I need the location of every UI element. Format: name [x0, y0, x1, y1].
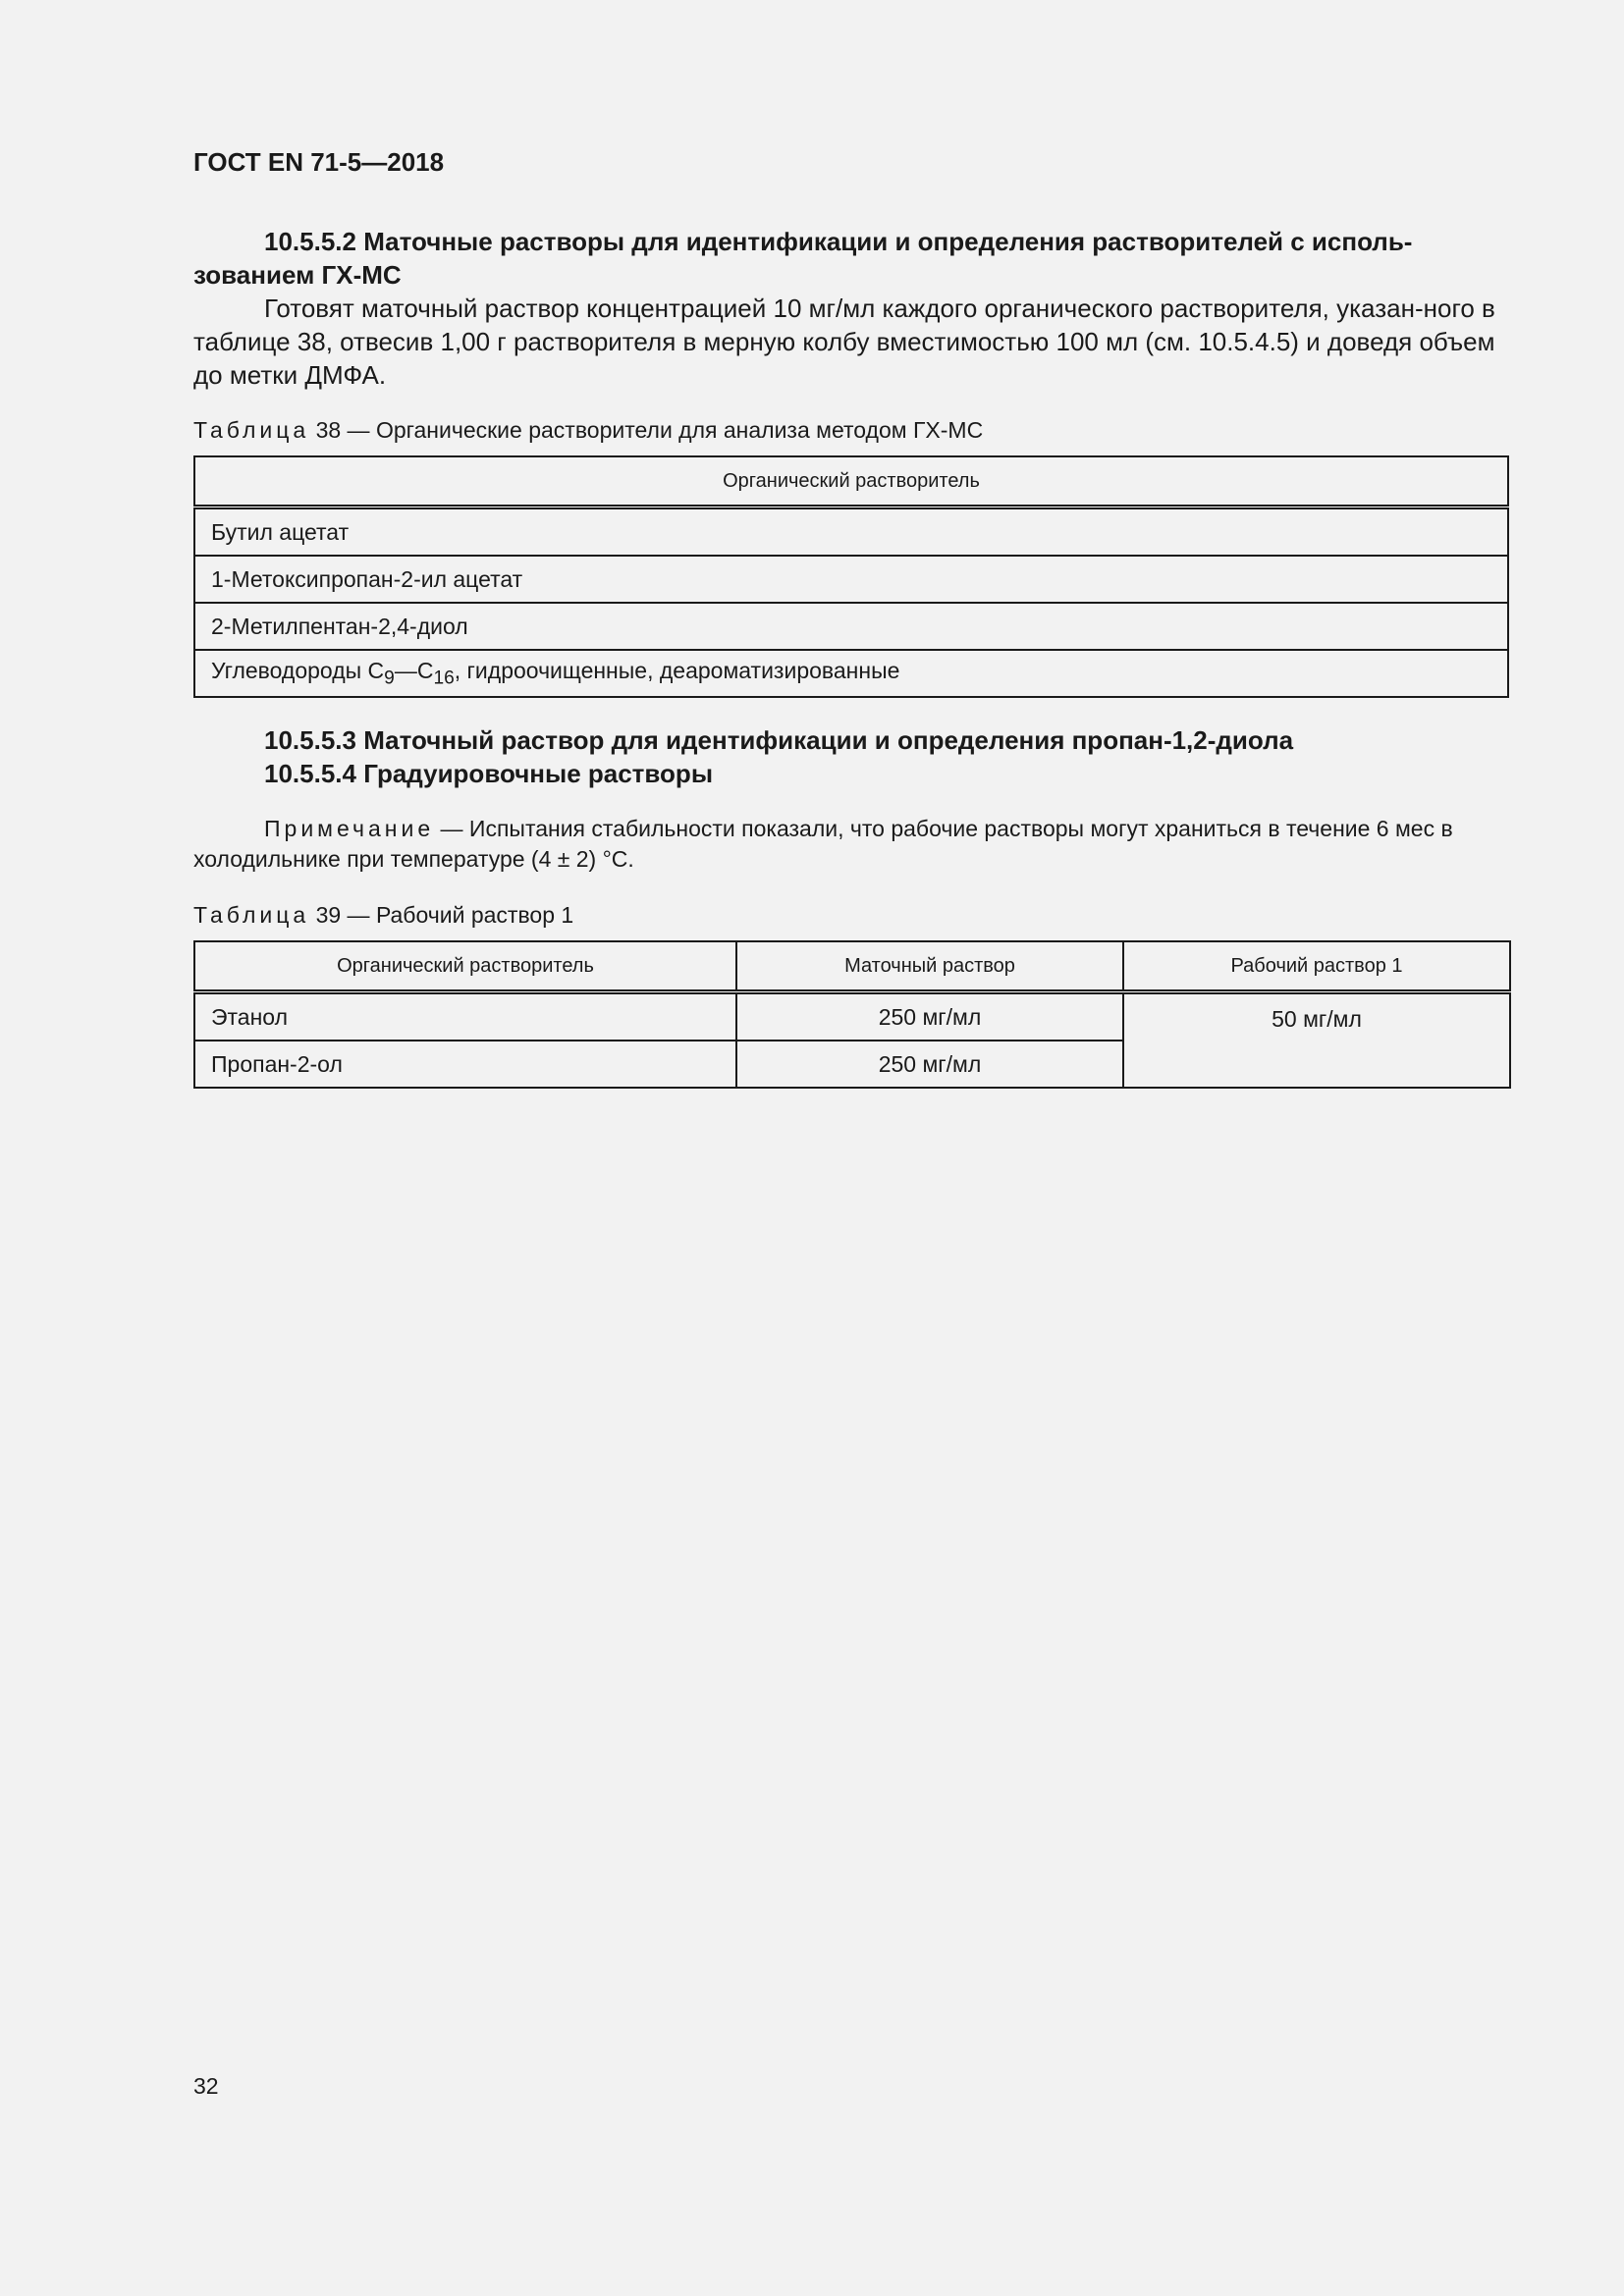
table-39-working: 50 мг/мл	[1123, 992, 1510, 1089]
section-title-10-5-5-4: 10.5.5.4 Градуировочные растворы	[264, 759, 714, 788]
table-39-caption	[193, 902, 1509, 929]
note	[193, 814, 1509, 875]
table-38-caption-word: Таблица	[193, 417, 310, 443]
table-39	[193, 940, 1511, 1089]
section-text-10-5-5-2: Готовят маточный раствор концентрацией 10 мг/мл каждого органического растворителя, указан-ного в таблице 38, отвесив 1,00 г растворителя в мерную колбу вместимостью 100 мл (см. 10.5.4.5) и доведя объем до метки ДМФА.	[193, 294, 1495, 390]
page-content	[193, 147, 1509, 1089]
table-38-row-hydrocarbons: Углеводороды $C_9—C_{16}$, гидроочищенные, деароматизированные	[194, 650, 1508, 697]
section-title-10-5-5-2: 10.5.5.2 Маточные растворы для идентификации и определения растворителей с исполь-зованием ГХ-МС	[193, 227, 1413, 290]
table-39-caption-word: Таблица	[193, 902, 310, 928]
table-38-row: 1-Метоксипропан-2-ил ацетат	[194, 556, 1508, 603]
table-39-stock: 250 мг/мл	[736, 992, 1123, 1041]
document-header: ГОСТ EN 71-5—2018	[193, 147, 445, 177]
table-38-header: Органический растворитель	[194, 456, 1508, 507]
note-text: — Испытания стабильности показали, что рабочие растворы могут храниться в течение 6 мес в холодильнике при температуре (4 ± 2) °C.	[193, 816, 1453, 872]
table-38-row: 2-Метилпентан-2,4-диол	[194, 603, 1508, 650]
table-38-row: Бутил ацетат	[194, 507, 1508, 557]
table-39-solvent: Этанол	[194, 992, 736, 1041]
table-39-header-working: Рабочий раствор 1	[1123, 941, 1510, 992]
page-number: 32	[193, 2073, 219, 2099]
table-39-header-solvent: Органический растворитель	[194, 941, 736, 992]
table-39-header-stock: Маточный раствор	[736, 941, 1123, 992]
section-title-10-5-5-3: 10.5.5.3 Маточный раствор для идентификации и определения пропан-1,2-диола	[264, 725, 1294, 755]
table-39-stock: 250 мг/мл	[736, 1041, 1123, 1088]
table-38-caption	[193, 417, 1509, 444]
table-38	[193, 455, 1509, 698]
note-label: Примечание	[264, 816, 435, 841]
table-39-caption-text: 39 — Рабочий раствор 1	[315, 902, 574, 928]
table-38-caption-text: 38 — Органические растворители для анализа методом ГХ-МС	[315, 417, 984, 443]
table-39-solvent: Пропан-2-ол	[194, 1041, 736, 1088]
